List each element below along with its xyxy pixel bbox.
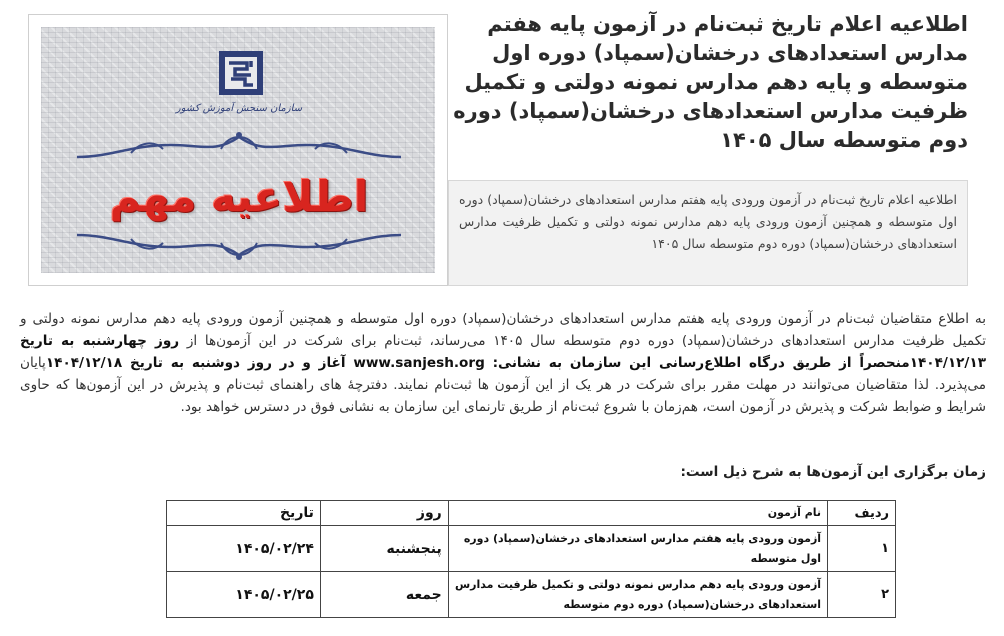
exam-day: جمعه: [320, 572, 448, 618]
header-date: تاریخ: [167, 501, 321, 526]
article-summary-box: [448, 180, 968, 286]
row-number: ۲: [828, 572, 896, 618]
exam-name: آزمون ورودی پایه هفتم مدارس استعدادهای درخشان(سمپاد) دوره اول متوسطه: [448, 526, 827, 572]
exam-day: پنجشنبه: [320, 526, 448, 572]
logo-caption: سازمان سنجش آموزش کشور: [175, 103, 303, 114]
table-row: [167, 572, 896, 618]
body-part-1: به اطلاع متقاضیان ثبت‌نام در آزمون ورودی پایه هفتم مدارس استعدادهای درخشان(سمپاد) دوره اول متوسطه و همچنین آزمون ورودی پایه دهم مدارس نمونه دولتی و تکمیل ظرفیت مدارس استعدادهای درخشان(سمپاد) دوره دوم متوسطه سال ۱۴۰۵ می‌رساند، ثبت‌نام برای شرکت در این آزمون‌ها از: [20, 311, 986, 349]
sanjesh-logo-icon: [217, 49, 265, 97]
ornament-top-icon: [71, 127, 407, 163]
article-title: اطلاعیه اعلام تاریخ ثبت‌نام در آزمون پایه هفتم مدارس استعدادهای درخشان(سمپاد) دوره اول متوسطه و پایه دهم مدارس نمونه دولتی و تکمیل ظرفیت مدارس استعدادهای درخشان(سمپاد) دوره دوم متوسطه سال ۱۴۰۵: [453, 12, 968, 152]
exam-name: آزمون ورودی پایه دهم مدارس نمونه دولتی و تکمیل ظرفیت مدارس استعدادهای درخشان(سمپاد) دوره دوم متوسطه: [448, 572, 827, 618]
row-number: ۱: [828, 526, 896, 572]
header-row-number: ردیف: [828, 501, 896, 526]
stamp-text: اطلاعیه مهم: [109, 171, 369, 221]
body-part-2: پایان می‌پذیرد. لذا متقاضیان می‌توانند در مهلت مقرر برای شرکت در هر یک از این آزمون ها ثبت‌نام نمایند. دفترچهٔ های راهنمای ثبت‌نام و پذیرش در این آزمون‌ها که حاوی شرایط و ضوابط شرکت و پذیرش در آزمون است، هم‌زمان با شروع ثبت‌نام از طریق تارنمای این سازمان به نشانی فوق در دسترس خواهد بود.: [20, 355, 986, 415]
important-notice-stamp: [95, 165, 383, 227]
header-exam-name: نام آزمون: [448, 501, 827, 526]
summary-text: اطلاعیه اعلام تاریخ ثبت‌نام در آزمون ورودی پایه هفتم مدارس استعدادهای درخشان(سمپاد) دوره اول متوسطه و همچنین آزمون ورودی پایه دهم مدارس نمونه دولتی و تکمیل ظرفیت مدارس استعدادهای درخشان(سمپاد) دوره دوم متوسطه سال ۱۴۰۵: [459, 192, 957, 251]
ornament-bottom-icon: [71, 229, 407, 265]
header-day: روز: [320, 501, 448, 526]
table-header-row: [167, 501, 896, 526]
schedule-heading: زمان برگزاری این آزمون‌ها به شرح ذیل است:: [680, 464, 986, 480]
article-body-paragraph: [20, 308, 986, 418]
banner-background: [41, 27, 435, 273]
body-registration-dates: روز چهارشنبه به تاریخ ۱۴۰۴/۱۲/۱۳منحصراً از طریق درگاه اطلاع‌رسانی این سازمان به نشانی: www.sanjesh.org آغاز و در روز دوشنبه به تاریخ ۱۴۰۴/۱۲/۱۸: [20, 333, 986, 371]
exam-date: ۱۴۰۵/۰۲/۲۴: [167, 526, 321, 572]
exam-date: ۱۴۰۵/۰۲/۲۵: [167, 572, 321, 618]
announcement-banner-image: [28, 14, 448, 286]
table-row: [167, 526, 896, 572]
exam-schedule-table: [166, 500, 896, 618]
